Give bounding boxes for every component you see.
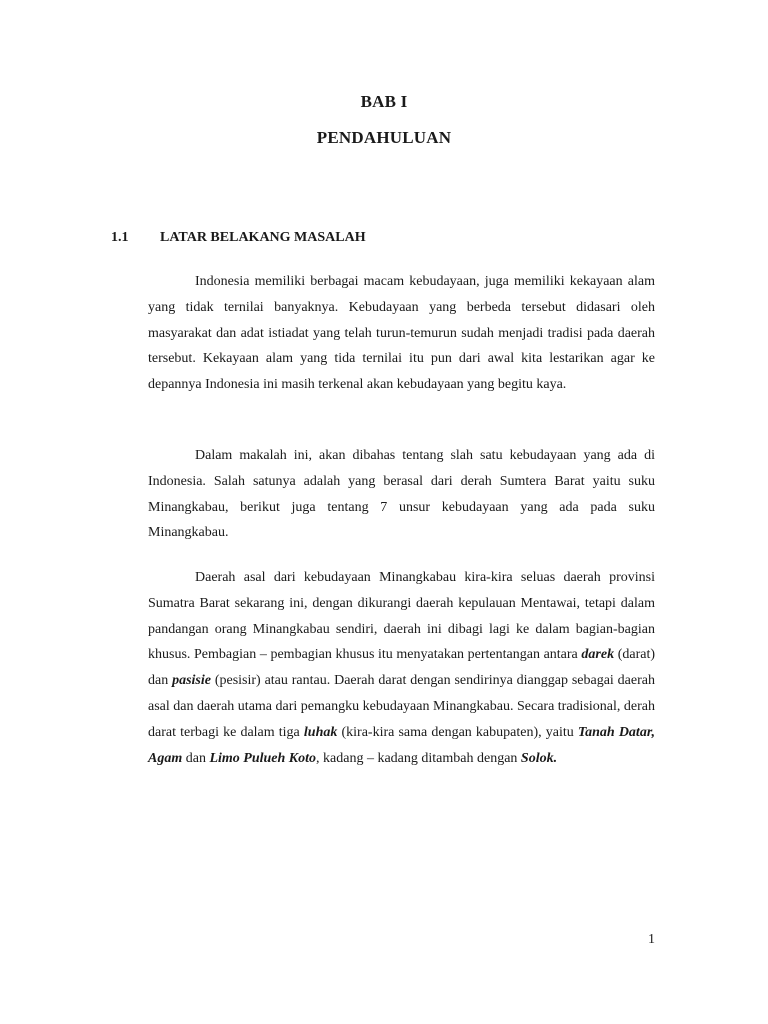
section-title: LATAR BELAKANG MASALAH [160,230,366,245]
chapter-title: PENDAHULUAN [316,128,452,147]
section-number: 1.1 [111,230,129,245]
chapter-label: BAB I [360,92,408,111]
paragraph-3-text: (pesisir) atau rantau. Daerah darat dengan sendirinya dianggap sebagai daerah asal dan daerah utama dari pemangku kebudayaan Minangkabau. Secara tradisional, derah darat terbagi ke dalam tiga [148,673,655,740]
paragraph-3 [148,565,655,771]
term-tanah-datar-agam: Tanah Datar, Agam [148,724,655,766]
term-limo-pulueh-koto: Limo Pulueh Koto [209,750,317,766]
paragraph-3-text: (kira-kira sama dengan kabupaten), yaitu [337,724,578,740]
paragraph-2: Dalam makalah ini, akan dibahas tentang slah satu kebudayaan yang ada di Indonesia. Salah satunya adalah yang berasal dari derah Sumtera Barat yaitu suku Minangkabau, berikut juga tentang 7 unsur kebudayaan yang ada pada suku Minangkabau. [148,448,655,541]
term-pasisie: pasisie [172,673,211,689]
paragraph-1: Indonesia memiliki berbagai macam kebudayaan, juga memiliki kekayaan alam yang tidak ternilai banyaknya. Kebudayaan yang berbeda tersebut didasari oleh masyarakat dan adat istiadat yang telah turun-temurun sudah menjadi tradisi pada daerah tersebut. Kekayaan alam yang tida ternilai itu pun dari awal kita lestarikan agar ke depannya Indonesia ini masih terkenal akan kebudayaan yang begitu kaya. [148,274,655,393]
paragraph-3-text: (darat) dan [148,647,656,689]
paragraph-3-text: , kadang – kadang ditambah dengan [316,750,521,766]
term-luhak: luhak [303,724,338,740]
paragraph-3-text: Daerah asal dari kebudayaan Minangkabau kira-kira seluas daerah provinsi Sumatra Barat sekarang ini, dengan dikurangi daerah kepulauan Mentawai, tetapi dalam pandangan orang Minangkabau sendiri, daerah ini dibagi lagi ke dalam bagian-bagian khusus. Pembagian – pembagian khusus itu menyatakan pertentangan antara [148,570,655,663]
term-solok: Solok. [520,750,558,766]
term-darek: darek [581,647,615,663]
section-heading [111,230,366,246]
page-number: 1 [648,932,655,947]
paragraph-3-text: dan [182,750,210,766]
